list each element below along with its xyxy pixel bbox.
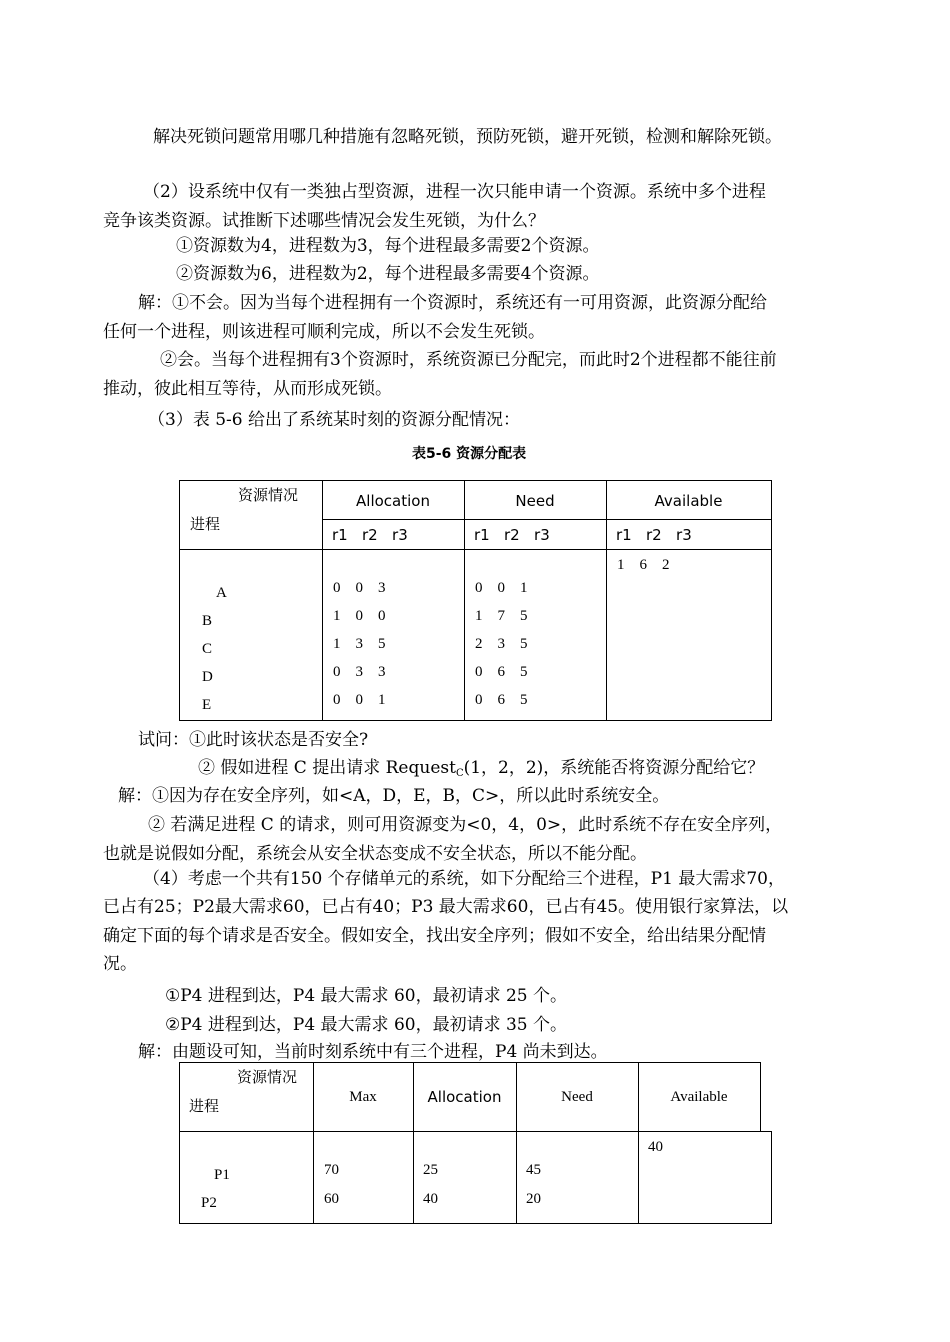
q4-line-4: 况。 [103,954,137,974]
q4-line-3: 确定下面的每个请求是否安全。假如安全，找出安全序列；假如不安全，给出结果分配情 [103,926,766,946]
table1-process-e: E [202,697,212,713]
table1-need-b: 1 7 5 [475,608,528,624]
table2-header-need: Need [561,1089,593,1105]
table1-process-c: C [202,641,213,657]
table2-header-max: Max [349,1089,377,1105]
table1-allocation-e: 0 0 1 [333,692,386,708]
table1-allocation-d: 0 3 3 [333,664,386,680]
table2-need-p1: 45 [526,1162,541,1178]
table2-corner-process: 进程 [189,1097,220,1115]
table2-allocation-p2: 40 [423,1191,438,1207]
q3-ask-1: 试问：①此时该状态是否安全? [138,730,369,750]
table1-header-available: Available [654,492,723,510]
q2-answer-1-line-1: 解：①不会。因为当每个进程拥有一个资源时，系统还有一可用资源，此资源分配给 [138,293,767,313]
q3-ask-2-subscript: C [455,768,464,779]
table1-corner-resource: 资源情况 [238,486,299,504]
table1-caption: 表5-6 资源分配表 [412,446,527,462]
q2-answer-2-line-1: ②会。当每个进程拥有3个资源时，系统资源已分配完，而此时2个进程都不能往前 [160,350,777,370]
q3-ask-2 [198,757,764,785]
table1-available-value: 1 6 2 [617,557,670,573]
table2-available-value: 40 [648,1139,663,1155]
table1-process-d: D [202,669,213,685]
q3-answer-1: 解：①因为存在安全序列，如<A，D，E，B，C>，所以此时系统安全。 [118,786,670,806]
q4-line-1: （4）考虑一个共有150 个存储单元的系统，如下分配给三个进程，P1 最大需求70， [143,869,785,889]
table1-subheader-allocation: r1 r2 r3 [332,526,408,544]
table2-max-p2: 60 [324,1191,339,1207]
table1-allocation-b: 1 0 0 [333,608,386,624]
q4-line-2: 已占有25；P2最大需求60，已占有40；P3 最大需求60，已占有45。使用银行家算法，以 [103,897,789,917]
table1-process-a: A [216,585,227,601]
table1-process-b: B [202,613,213,629]
q3-ask-2-prefix: ② 假如进程 C 提出请求 Request [198,758,456,778]
q2-answer-1-line-2: 任何一个进程，则该进程可顺利完成，所以不会发生死锁。 [103,322,545,342]
q3-intro: （3）表 5-6 给出了系统某时刻的资源分配情况： [148,410,520,430]
table2-header-available: Available [670,1089,728,1105]
table1-subheader-need: r1 r2 r3 [474,526,550,544]
table1-header-allocation: Allocation [356,492,430,510]
table1-subheader-available: r1 r2 r3 [616,526,692,544]
table2-process-p2: P2 [201,1195,217,1211]
q2-line-1: （2）设系统中仅有一类独占型资源，进程一次只能申请一个资源。系统中多个进程 [143,182,766,202]
q4-case-1: ①P4 进程到达，P4 最大需求 60，最初请求 25 个。 [165,986,568,1006]
q2-case-2: ②资源数为6，进程数为2，每个进程最多需要4个资源。 [176,264,600,284]
table2-need-p2: 20 [526,1191,541,1207]
q3-answer-2-line-2: 也就是说假如分配，系统会从安全状态变成不安全状态，所以不能分配。 [103,844,647,864]
table1-need-a: 0 0 1 [475,580,528,596]
q4-case-2: ②P4 进程到达，P4 最大需求 60，最初请求 35 个。 [165,1015,568,1035]
bankers-algorithm-table [179,1062,772,1224]
table1-allocation-a: 0 0 3 [333,580,386,596]
q4-answer: 解：由题设可知，当前时刻系统中有三个进程，P4 尚未到达。 [138,1042,608,1062]
table1-allocation-c: 1 3 5 [333,636,386,652]
table2-process-p1: P1 [214,1167,230,1183]
q3-ask-2-suffix: (1，2，2)，系统能否将资源分配给它？ [463,758,765,778]
resource-allocation-table [179,480,772,721]
q2-case-1: ①资源数为4，进程数为3，每个进程最多需要2个资源。 [176,236,600,256]
paragraph-deadlock-measures: 解决死锁问题常用哪几种措施有忽略死锁，预防死锁，避开死锁，检测和解除死锁。 [153,127,782,147]
table1-header-need: Need [515,492,555,510]
table2-max-p1: 70 [324,1162,339,1178]
table2-allocation-p1: 25 [423,1162,438,1178]
table2-corner-resource: 资源情况 [237,1068,298,1086]
table1-need-d: 0 6 5 [475,664,528,680]
q2-line-2: 竞争该类资源。试推断下述哪些情况会发生死锁，为什么？ [103,211,545,231]
table1-corner-process: 进程 [190,515,221,533]
table2-header-allocation: Allocation [427,1088,502,1106]
q2-answer-2-line-2: 推动，彼此相互等待，从而形成死锁。 [103,379,392,399]
table1-need-e: 0 6 5 [475,692,528,708]
table1-need-c: 2 3 5 [475,636,528,652]
q3-answer-2-line-1: ② 若满足进程 C 的请求，则可用资源变为<0，4，0>，此时系统不存在安全序列， [148,815,783,835]
